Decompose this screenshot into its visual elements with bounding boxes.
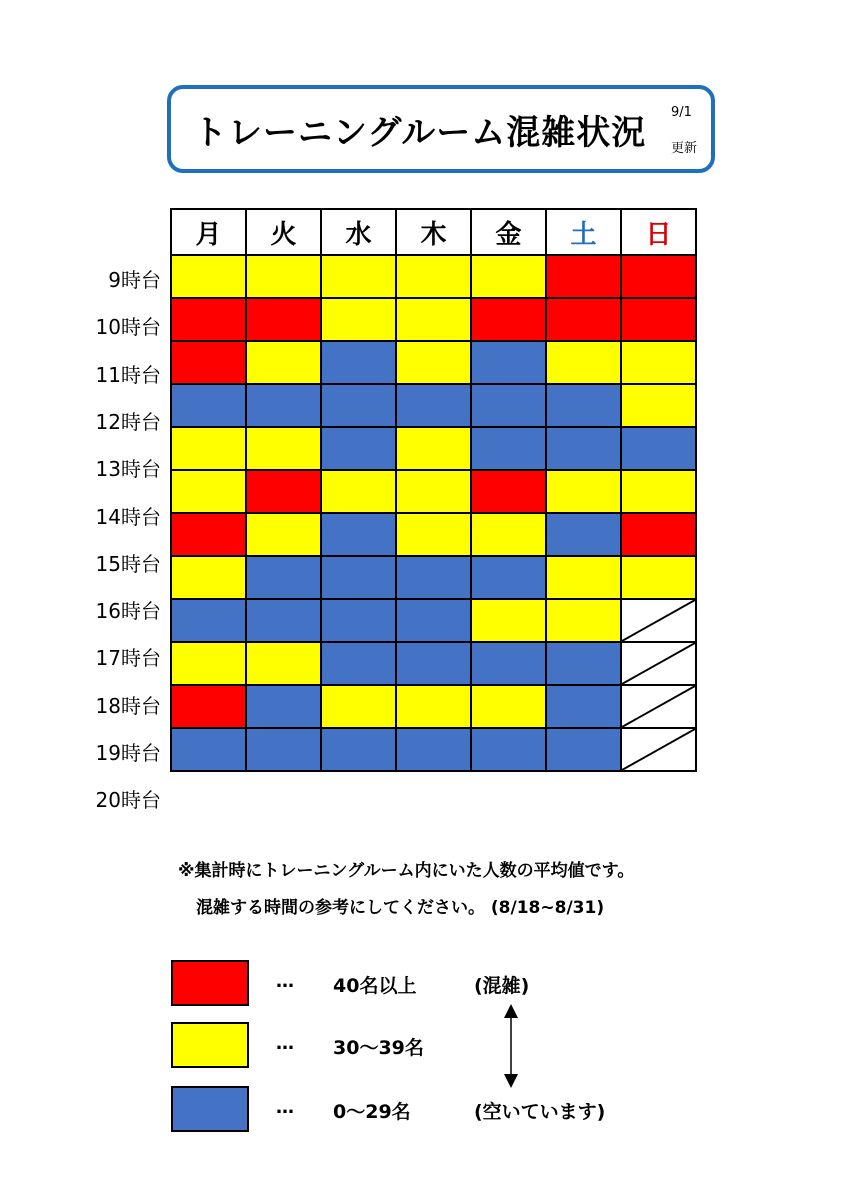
legend-swatch-red	[171, 960, 249, 1006]
row-label: 14時台	[95, 504, 161, 529]
schedule-cell-blue	[546, 384, 621, 427]
schedule-cell-blue	[471, 556, 546, 599]
schedule-cell-yellow	[321, 685, 396, 728]
schedule-cell-blue	[471, 341, 546, 384]
schedule-cell-yellow	[471, 513, 546, 556]
schedule-cell-yellow	[246, 642, 321, 685]
schedule-cell-yellow	[396, 470, 471, 513]
schedule-cell-none	[621, 642, 696, 685]
day-header-cell: 土	[546, 209, 621, 255]
schedule-cell-yellow	[171, 642, 246, 685]
page-title: トレーニングルーム混雑状況	[193, 113, 647, 153]
row-label: 15時台	[95, 551, 161, 576]
schedule-cell-blue	[321, 384, 396, 427]
schedule-cell-yellow	[396, 685, 471, 728]
row-label: 17時台	[95, 646, 161, 671]
row-label: 16時台	[95, 599, 161, 624]
schedule-cell-red	[171, 298, 246, 341]
table-row	[171, 728, 696, 771]
schedule-cell-red	[546, 298, 621, 341]
schedule-cell-yellow	[471, 599, 546, 642]
schedule-cell-blue	[246, 384, 321, 427]
schedule-cell-yellow	[321, 470, 396, 513]
table-row	[171, 298, 696, 341]
table-row	[171, 427, 696, 470]
schedule-cell-red	[471, 298, 546, 341]
row-label: 9時台	[108, 268, 161, 292]
schedule-cell-blue	[471, 642, 546, 685]
schedule-cell-blue	[546, 427, 621, 470]
row-label: 13時台	[95, 457, 161, 482]
schedule-cell-yellow	[546, 556, 621, 599]
schedule-cell-yellow	[471, 685, 546, 728]
legend-note: (空いています)	[474, 1101, 606, 1123]
day-header-cell: 木	[396, 209, 471, 255]
table-row	[171, 341, 696, 384]
schedule-cell-none	[621, 685, 696, 728]
schedule-cell-yellow	[246, 255, 321, 298]
schedule-cell-red	[246, 298, 321, 341]
title-box	[167, 85, 715, 173]
schedule-cell-none	[621, 599, 696, 642]
schedule-cell-blue	[546, 513, 621, 556]
schedule-cell-yellow	[246, 427, 321, 470]
schedule-cell-yellow	[621, 384, 696, 427]
table-row	[171, 642, 696, 685]
schedule-cell-yellow	[321, 255, 396, 298]
range-arrow-icon	[500, 1004, 522, 1088]
legend-swatch-blue	[171, 1086, 249, 1132]
note-line-1: ※集計時にトレーニングルーム内にいた人数の平均値です。	[178, 861, 635, 881]
schedule-cell-red	[621, 513, 696, 556]
schedule-cell-yellow	[546, 341, 621, 384]
table-row	[171, 470, 696, 513]
schedule-cell-blue	[171, 384, 246, 427]
schedule-cell-yellow	[546, 599, 621, 642]
schedule-cell-blue	[321, 599, 396, 642]
schedule-cell-blue	[246, 556, 321, 599]
closed-slash-icon	[622, 729, 695, 770]
schedule-cell-red	[621, 298, 696, 341]
schedule-cell-red	[546, 255, 621, 298]
schedule-cell-yellow	[171, 556, 246, 599]
update-label: 更新	[671, 141, 698, 156]
day-header-cell: 水	[321, 209, 396, 255]
schedule-cell-blue	[396, 599, 471, 642]
congestion-grid	[170, 208, 697, 772]
schedule-cell-blue	[321, 513, 396, 556]
schedule-cell-yellow	[396, 341, 471, 384]
table-row	[171, 599, 696, 642]
row-label: 12時台	[95, 409, 161, 434]
schedule-cell-yellow	[321, 298, 396, 341]
row-label: 19時台	[95, 741, 161, 765]
row-label: 20時台	[95, 788, 161, 813]
schedule-cell-blue	[396, 728, 471, 771]
schedule-cell-blue	[621, 427, 696, 470]
schedule-cell-yellow	[396, 513, 471, 556]
schedule-cell-blue	[171, 599, 246, 642]
schedule-cell-red	[246, 470, 321, 513]
table-row	[171, 513, 696, 556]
schedule-cell-yellow	[546, 470, 621, 513]
schedule-cell-blue	[171, 728, 246, 771]
day-header-cell: 月	[171, 209, 246, 255]
schedule-cell-yellow	[621, 341, 696, 384]
closed-slash-icon	[622, 643, 695, 684]
schedule-cell-yellow	[621, 556, 696, 599]
schedule-cell-blue	[246, 685, 321, 728]
legend-label: 0～29名	[333, 1101, 411, 1123]
schedule-cell-yellow	[171, 470, 246, 513]
schedule-cell-blue	[321, 556, 396, 599]
schedule-cell-blue	[321, 642, 396, 685]
schedule-cell-blue	[246, 599, 321, 642]
schedule-cell-yellow	[471, 255, 546, 298]
table-row	[171, 685, 696, 728]
schedule-cell-blue	[246, 728, 321, 771]
legend-swatch-yellow	[171, 1022, 249, 1068]
schedule-cell-blue	[321, 427, 396, 470]
closed-slash-icon	[622, 686, 695, 727]
update-date: 9/1	[671, 105, 692, 120]
row-label: 11時台	[95, 362, 161, 387]
legend-note: (混雑)	[474, 975, 530, 997]
schedule-cell-blue	[471, 427, 546, 470]
day-header-cell: 日	[621, 209, 696, 255]
day-header-cell: 火	[246, 209, 321, 255]
schedule-cell-blue	[396, 556, 471, 599]
schedule-cell-blue	[396, 384, 471, 427]
schedule-cell-none	[621, 728, 696, 771]
row-label: 10時台	[95, 315, 161, 340]
schedule-cell-blue	[546, 642, 621, 685]
schedule-cell-blue	[396, 642, 471, 685]
day-header-cell: 金	[471, 209, 546, 255]
schedule-cell-blue	[546, 728, 621, 771]
schedule-cell-red	[171, 685, 246, 728]
legend-dots: …	[276, 1097, 294, 1118]
schedule-cell-yellow	[246, 513, 321, 556]
legend-dots: …	[276, 971, 294, 992]
schedule-cell-yellow	[396, 427, 471, 470]
closed-slash-icon	[622, 600, 695, 641]
schedule-cell-yellow	[396, 298, 471, 341]
legend-dots: …	[276, 1033, 294, 1054]
schedule-cell-yellow	[621, 470, 696, 513]
schedule-cell-yellow	[171, 255, 246, 298]
schedule-cell-red	[471, 470, 546, 513]
schedule-cell-red	[171, 341, 246, 384]
table-row	[171, 255, 696, 298]
table-row	[171, 384, 696, 427]
schedule-cell-yellow	[246, 341, 321, 384]
schedule-cell-red	[621, 255, 696, 298]
legend-label: 30～39名	[333, 1037, 424, 1059]
table-row	[171, 556, 696, 599]
day-header-row	[171, 209, 696, 255]
legend-label: 40名以上	[333, 975, 417, 997]
schedule-cell-blue	[321, 341, 396, 384]
grid-body	[171, 255, 696, 771]
note-line-2: 混雑する時間の参考にしてください。 (8/18~8/31)	[196, 898, 605, 918]
schedule-cell-yellow	[171, 427, 246, 470]
schedule-cell-blue	[321, 728, 396, 771]
schedule-cell-blue	[471, 384, 546, 427]
schedule-cell-red	[171, 513, 246, 556]
schedule-cell-blue	[546, 685, 621, 728]
schedule-cell-yellow	[396, 255, 471, 298]
schedule-cell-blue	[471, 728, 546, 771]
row-label: 18時台	[95, 693, 161, 718]
